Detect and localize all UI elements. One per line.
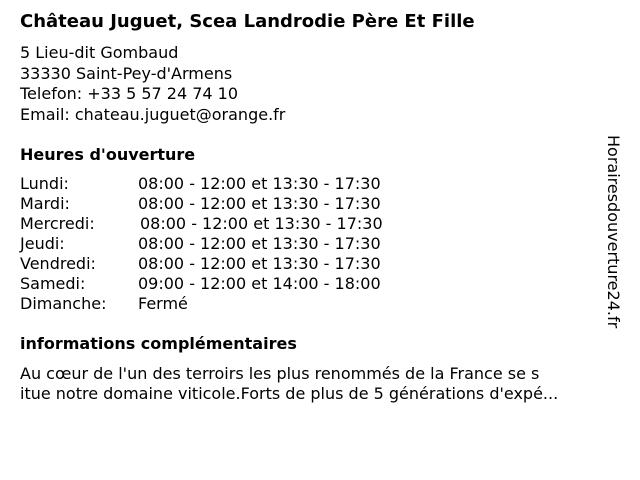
hours-day: Mardi: bbox=[20, 194, 70, 213]
hours-day: Dimanche: bbox=[20, 294, 107, 313]
hours-day: Jeudi: bbox=[20, 234, 65, 253]
hours-day: Samedi: bbox=[20, 274, 86, 293]
hours-time: 08:00 - 12:00 et 13:30 - 17:30 bbox=[140, 214, 383, 233]
hours-day: Lundi: bbox=[20, 174, 69, 193]
hours-time: 09:00 - 12:00 et 14:00 - 18:00 bbox=[138, 274, 381, 293]
hours-time: 08:00 - 12:00 et 13:30 - 17:30 bbox=[138, 194, 381, 213]
phone-line: Telefon: +33 5 57 24 74 10 bbox=[20, 84, 239, 103]
email-line: Email: chateau.juguet@orange.fr bbox=[20, 104, 286, 124]
hours-day: Mercredi: bbox=[20, 214, 95, 233]
hours-time: Fermé bbox=[138, 294, 188, 313]
hours-time: 08:00 - 12:00 et 13:30 - 17:30 bbox=[138, 254, 381, 273]
hours-time: 08:00 - 12:00 et 13:30 - 17:30 bbox=[138, 234, 381, 253]
address-city: 33330 Saint-Pey-d'Armens bbox=[20, 63, 233, 83]
business-name: Château Juguet, Scea Landrodie Père Et Fille bbox=[20, 11, 475, 32]
address-street: 5 Lieu-dit Gombaud bbox=[20, 43, 179, 62]
hours-day: Vendredi: bbox=[20, 254, 96, 273]
info-description-line: Au cœur de l'un des terroirs les plus renommés de la France se s bbox=[20, 364, 540, 383]
site-watermark: Horairesdouverture24.fr bbox=[604, 135, 623, 329]
info-description-line: itue notre domaine viticole.Forts de plus de 5 générations d'expé... bbox=[20, 384, 559, 403]
contact-block bbox=[20, 43, 285, 125]
info-heading: informations complémentaires bbox=[20, 334, 297, 353]
hours-time: 08:00 - 12:00 et 13:30 - 17:30 bbox=[138, 174, 381, 193]
hours-heading: Heures d'ouverture bbox=[20, 145, 196, 164]
info-description bbox=[20, 364, 620, 404]
